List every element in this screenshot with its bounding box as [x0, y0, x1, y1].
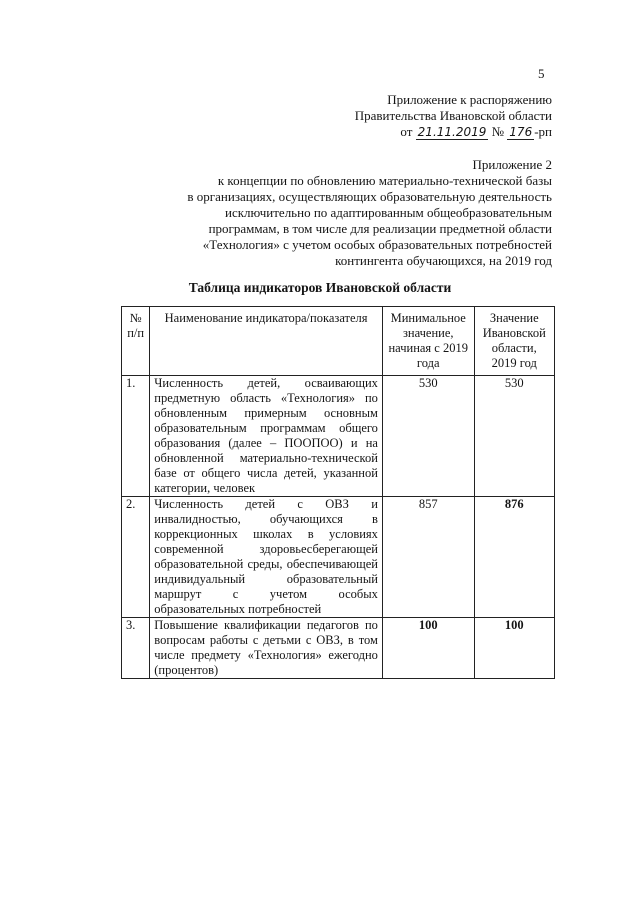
number-prefix: №	[491, 124, 505, 139]
row-num: 3.	[122, 618, 150, 679]
date-prefix: от	[400, 124, 413, 139]
appendix-header-date-line	[300, 124, 552, 140]
appendix2-header	[150, 157, 552, 269]
row-value: 876	[474, 497, 554, 618]
row-num: 1.	[122, 376, 150, 497]
number-suffix: -рп	[534, 124, 552, 139]
row-value: 530	[474, 376, 554, 497]
appendix2-title: Приложение 2	[472, 157, 552, 172]
header-value: Значение Ивановской области, 2019 год	[474, 307, 554, 376]
header-name: Наименование индикатора/показателя	[150, 307, 383, 376]
indicators-table	[121, 306, 555, 679]
page-number: 5	[538, 66, 545, 81]
appendix2-line: программам, в том числе для реализации предметной области	[208, 221, 552, 236]
appendix2-line: исключительно по адаптированным общеобразовательным	[225, 205, 552, 220]
row-name: Повышение квалификации педагогов по вопросам работы с детьми с ОВЗ, в том числе предмету «Технология» ежегодно (процентов)	[150, 618, 383, 679]
table-title: Таблица индикаторов Ивановской области	[188, 280, 452, 295]
appendix2-line: к концепции по обновлению материально-технической базы	[217, 173, 552, 188]
table-row	[122, 497, 555, 618]
table-row	[122, 618, 555, 679]
handwritten-number: 176	[509, 125, 533, 139]
table-row	[122, 376, 555, 497]
row-name: Численность детей, осваивающих предметную область «Технология» по обновленным примерным основным образовательным программам общего образования (далее – ПООПОО) и на обновленной материально-технической базе от общего числа детей, указанной категории, человек	[150, 376, 383, 497]
appendix2-line: контингента обучающихся, на 2019 год	[335, 253, 552, 268]
row-min: 857	[382, 497, 474, 618]
header-min: Минимальное значение, начиная с 2019 года	[382, 307, 474, 376]
handwritten-date: 21.11.2019	[417, 125, 487, 139]
appendix2-line: в организациях, осуществляющих образовательную деятельность	[187, 189, 552, 204]
row-name: Численность детей с ОВЗ и инвалидностью, обучающихся в коррекционных школах в условиях современной здоровьесберегающей образовательной среды, обеспечивающей индивидуальный образовательный маршрут с учетом особых образовательных потребностей	[150, 497, 383, 618]
row-value: 100	[474, 618, 554, 679]
row-min: 100	[382, 618, 474, 679]
appendix2-line: «Технология» с учетом особых образовательных потребностей	[202, 237, 552, 252]
appendix-header-line2: Правительства Ивановской области	[354, 108, 552, 123]
header-num: № п/п	[122, 307, 150, 376]
row-min: 530	[382, 376, 474, 497]
appendix-header-line1: Приложение к распоряжению	[387, 92, 552, 107]
table-header-row	[122, 307, 555, 376]
appendix-header	[300, 92, 552, 140]
row-num: 2.	[122, 497, 150, 618]
